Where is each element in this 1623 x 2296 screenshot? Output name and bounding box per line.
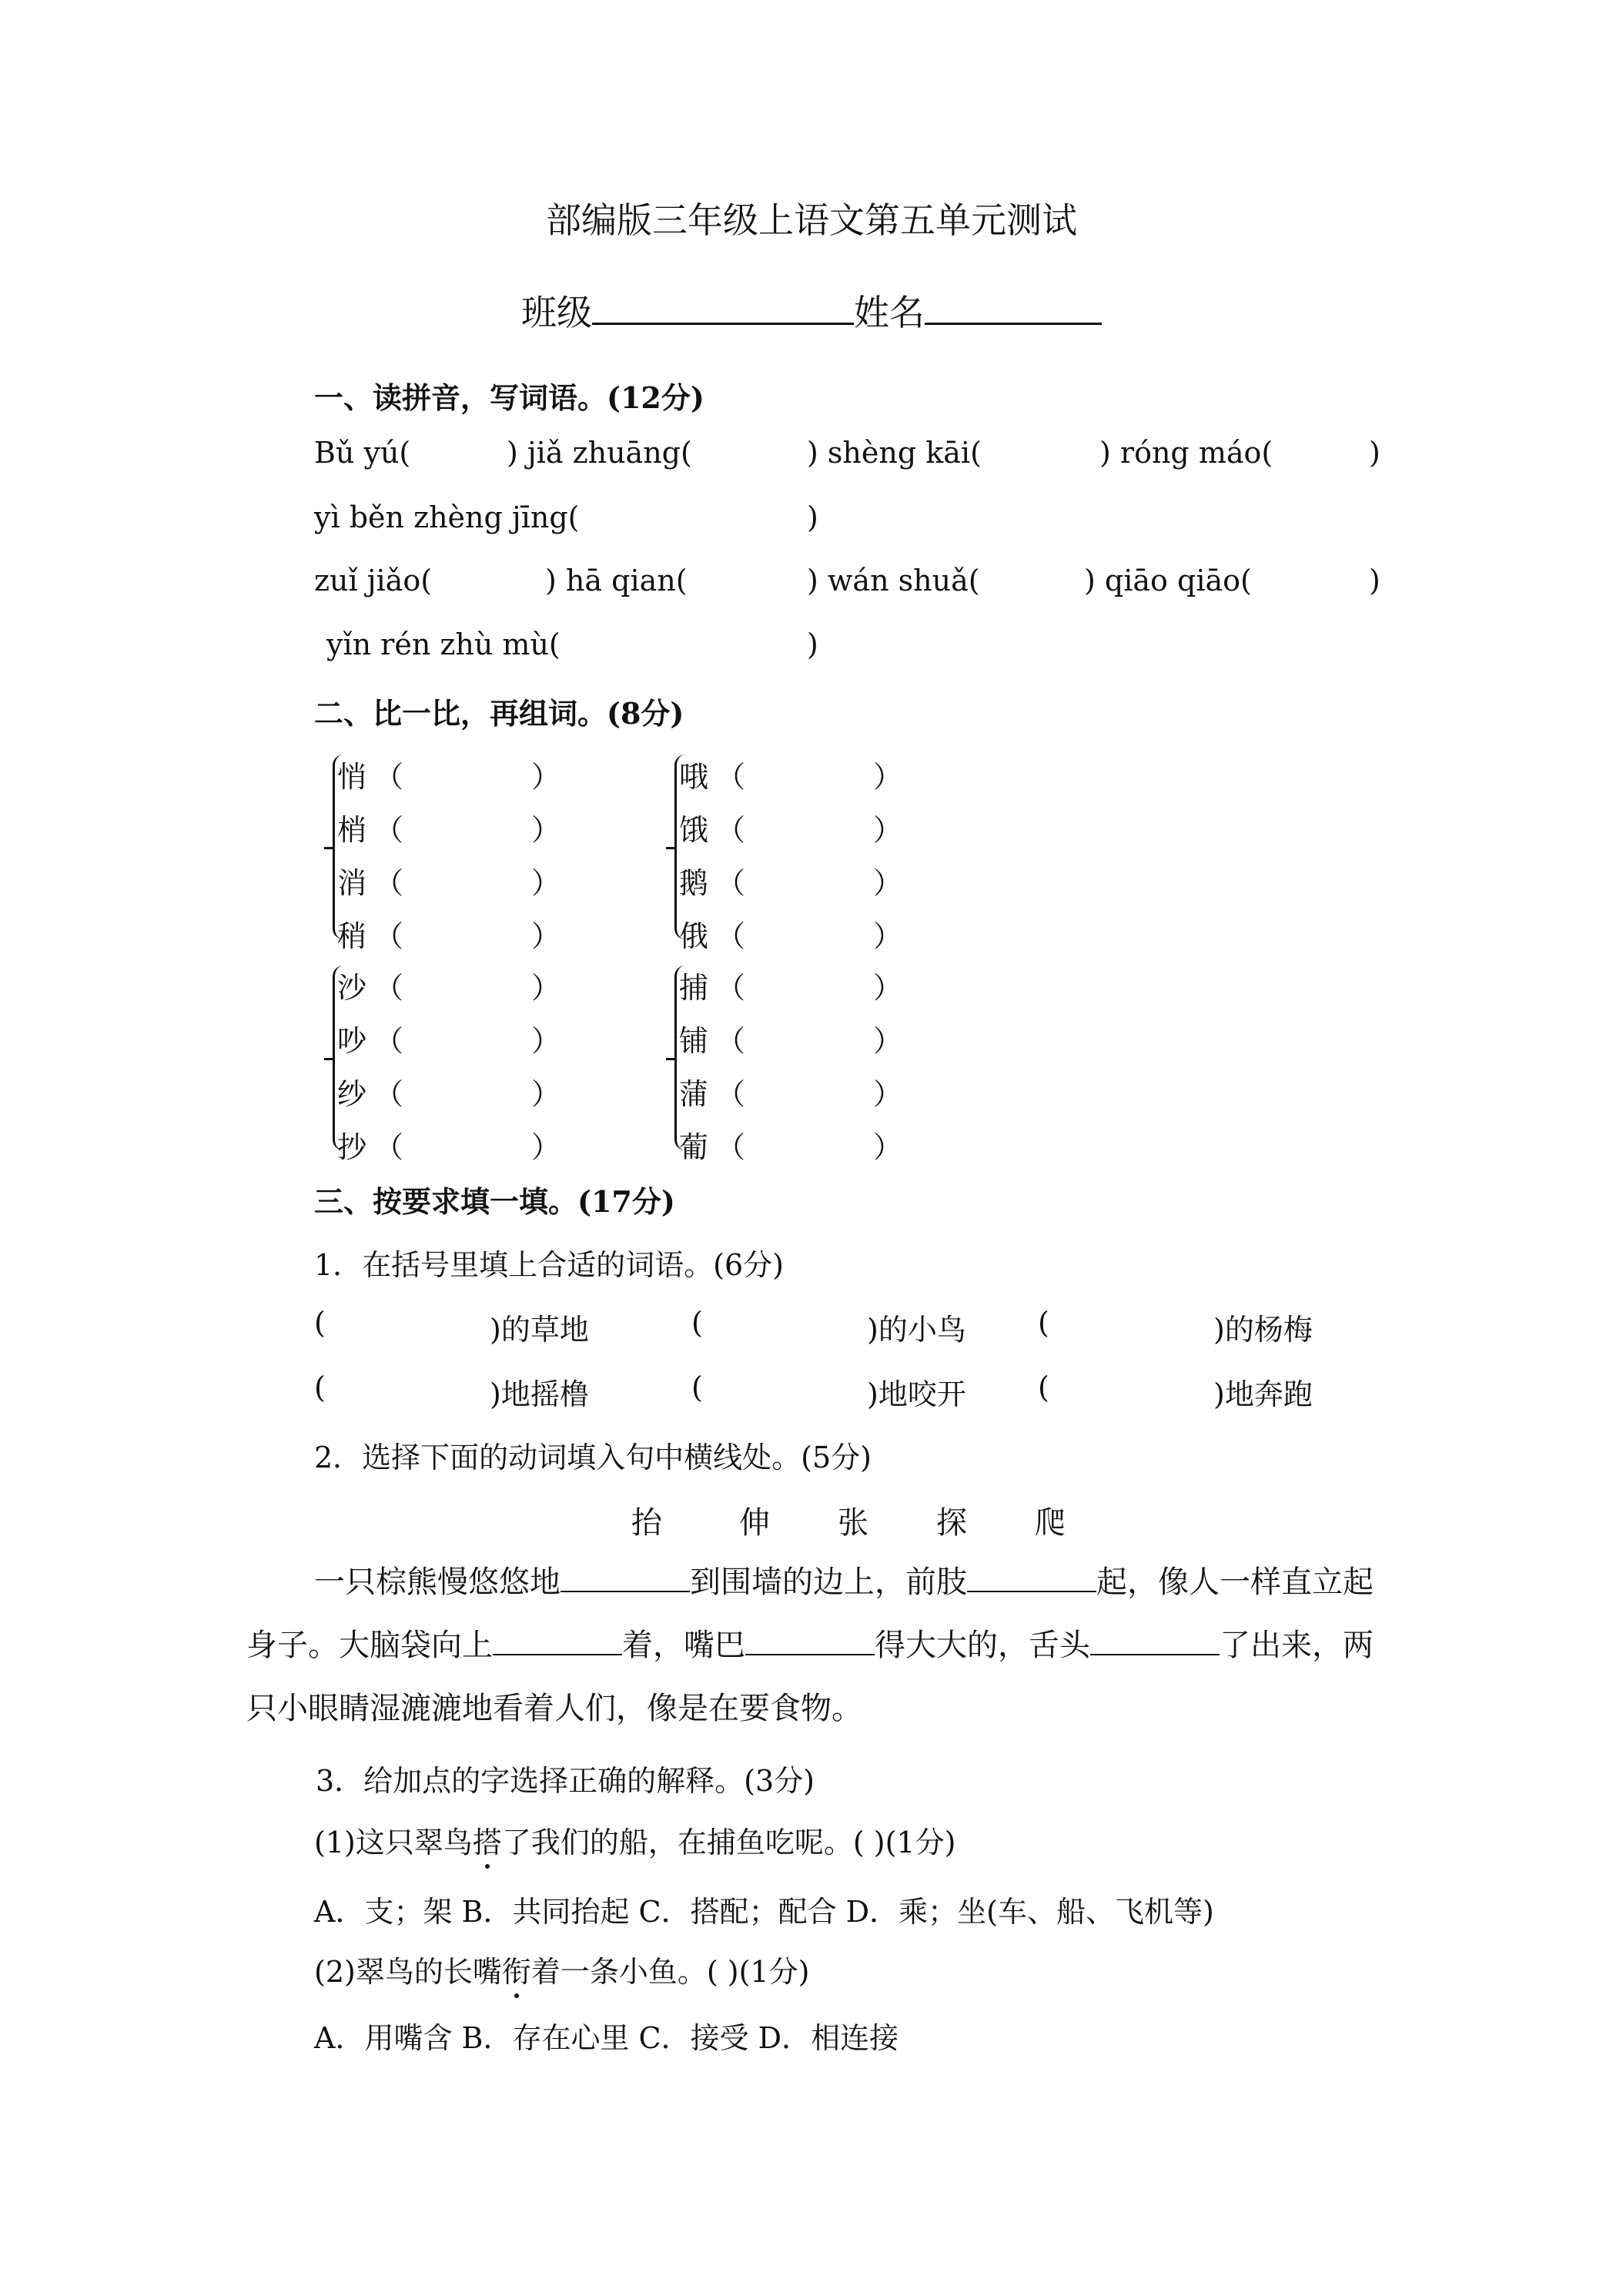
answer-paren-open[interactable]: （ bbox=[374, 919, 404, 953]
answer-paren-open[interactable]: （ bbox=[374, 1077, 404, 1111]
q1-prompt: 1．在括号里填上合适的词语。(6分) bbox=[314, 1248, 785, 1282]
answer-paren-close[interactable]: ） bbox=[873, 760, 903, 794]
class-label: 班级 bbox=[521, 292, 592, 333]
compare-char: 鹅 bbox=[679, 866, 709, 900]
answer-paren-open[interactable]: （ bbox=[374, 971, 404, 1005]
blank-4[interactable] bbox=[745, 1631, 875, 1655]
q3-sentence-2: (2)翠鸟的长嘴衔着一条小鱼。( )(1分) bbox=[314, 1948, 809, 1990]
answer-paren-open[interactable]: （ bbox=[374, 1130, 404, 1164]
name-label: 姓名 bbox=[854, 292, 925, 333]
answer-paren-close[interactable]: ） bbox=[873, 919, 903, 953]
q3-prompt: 3．给加点的字选择正确的解释。(3分) bbox=[316, 1764, 815, 1798]
q3-sentence-1: (1)这只翠鸟搭了我们的船，在捕鱼吃呢。( )(1分) bbox=[314, 1819, 955, 1861]
section3-heading: 三、按要求填一填。(17分) bbox=[314, 1184, 675, 1219]
answer-paren-close[interactable]: ） bbox=[531, 813, 561, 847]
compare-char: 悄 bbox=[337, 760, 367, 794]
dotted-char-2: 衔 bbox=[502, 1948, 531, 1990]
compare-char: 葡 bbox=[679, 1130, 709, 1164]
section1-heading: 一、读拼音，写词语。(12分) bbox=[314, 380, 704, 415]
blank-1[interactable] bbox=[561, 1568, 690, 1592]
compare-char: 消 bbox=[337, 866, 367, 900]
compare-char: 铺 bbox=[679, 1024, 709, 1058]
compare-char: 纱 bbox=[337, 1077, 367, 1111]
compare-char: 捕 bbox=[679, 971, 709, 1005]
answer-paren-open[interactable]: （ bbox=[374, 866, 404, 900]
answer-paren-open[interactable]: （ bbox=[716, 813, 746, 847]
name-field[interactable] bbox=[925, 293, 1102, 325]
class-name-line bbox=[0, 285, 1623, 336]
blank-2[interactable] bbox=[967, 1568, 1096, 1592]
blank-5[interactable] bbox=[1090, 1631, 1220, 1655]
answer-paren-close[interactable]: ） bbox=[531, 1024, 561, 1058]
q2-paragraph: 一只棕熊慢悠悠地 到围墙的边上，前肢 起，像人一样直立起身子。大脑袋向上 着，嘴巴 得大大的，舌头 了出来，两只小眼睛湿漉漉地看着人们，像是在要食物。 bbox=[246, 1565, 1374, 1726]
answer-paren-open[interactable]: （ bbox=[716, 866, 746, 900]
compare-char: 抄 bbox=[337, 1130, 367, 1164]
answer-paren-close[interactable]: ） bbox=[531, 1130, 561, 1164]
q3-options-1: A．支；架 B．共同抬起 C．搭配；配合 D．乘；坐(车、船、飞机等) bbox=[314, 1895, 1214, 1929]
answer-paren-close[interactable]: ） bbox=[873, 1077, 903, 1111]
answer-paren-open[interactable]: （ bbox=[716, 1077, 746, 1111]
blank-3[interactable] bbox=[493, 1631, 622, 1655]
answer-paren-close[interactable]: ） bbox=[873, 1024, 903, 1058]
answer-paren-open[interactable]: （ bbox=[716, 1130, 746, 1164]
compare-char: 梢 bbox=[337, 813, 367, 847]
answer-paren-close[interactable]: ） bbox=[873, 866, 903, 900]
answer-paren-open[interactable]: （ bbox=[716, 1024, 746, 1058]
answer-paren-close[interactable]: ） bbox=[531, 866, 561, 900]
answer-paren-close[interactable]: ） bbox=[531, 971, 561, 1005]
answer-paren-close[interactable]: ） bbox=[531, 1077, 561, 1111]
answer-paren-open[interactable]: （ bbox=[716, 919, 746, 953]
q2-prompt: 2．选择下面的动词填入句中横线处。(5分) bbox=[314, 1441, 872, 1474]
compare-char: 哦 bbox=[679, 760, 709, 794]
page-title: 部编版三年级上语文第五单元测试 bbox=[546, 199, 1077, 241]
compare-char: 吵 bbox=[337, 1024, 367, 1058]
compare-char: 饿 bbox=[679, 813, 709, 847]
answer-paren-open[interactable]: （ bbox=[374, 1024, 404, 1058]
answer-paren-open[interactable]: （ bbox=[716, 760, 746, 794]
answer-paren-open[interactable]: （ bbox=[374, 760, 404, 794]
answer-paren-close[interactable]: ） bbox=[873, 971, 903, 1005]
compare-char: 俄 bbox=[679, 919, 709, 953]
answer-paren-open[interactable]: （ bbox=[374, 813, 404, 847]
compare-char: 稍 bbox=[337, 919, 367, 953]
class-field[interactable] bbox=[592, 293, 854, 325]
answer-paren-close[interactable]: ） bbox=[873, 813, 903, 847]
compare-char: 蒲 bbox=[679, 1077, 709, 1111]
compare-char: 沙 bbox=[337, 971, 367, 1005]
answer-paren-close[interactable]: ） bbox=[873, 1130, 903, 1164]
answer-paren-close[interactable]: ） bbox=[531, 919, 561, 953]
answer-paren-close[interactable]: ） bbox=[531, 760, 561, 794]
dotted-char-1: 搭 bbox=[473, 1819, 502, 1861]
q3-options-2: A．用嘴含 B．存在心里 C．接受 D．相连接 bbox=[314, 2021, 899, 2055]
answer-paren-open[interactable]: （ bbox=[716, 971, 746, 1005]
section2-heading: 二、比一比，再组词。(8分) bbox=[314, 696, 684, 731]
